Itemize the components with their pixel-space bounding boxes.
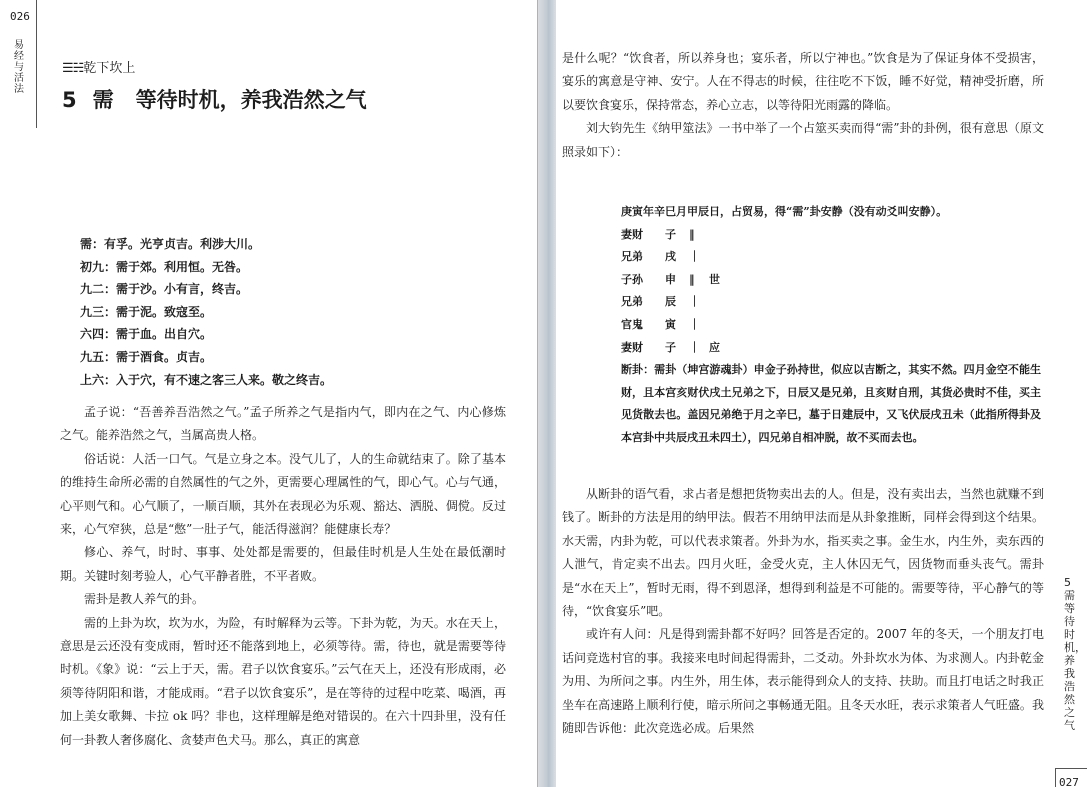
divider [1055, 768, 1087, 769]
paragraph: 刘大钧先生《纳甲筮法》一书中举了一个占筮买卖而得“需”卦的卦例，很有意思（原文照录如下）： [562, 121, 1044, 159]
body-text [60, 401, 506, 752]
chapter-title [62, 84, 367, 114]
yao-line: 子孙 申 ‖ 世 [621, 272, 720, 286]
divider [36, 0, 37, 128]
body-text [562, 47, 1044, 164]
paragraph: 是什么呢？“饮食者，所以养身也；宴乐者，所以宁神也。”饮食是为了保证身体不受损害，宴乐的寓意是守神、安宁。人在不得志的时候，往往吃不下饭，睡不好觉，精神受折磨，所以要饮食宴乐，保持常态，养心立志，以等待阳光雨露的降临。 [562, 51, 1044, 112]
classic-text [80, 233, 332, 391]
yao-line: 妻财 子 ｜ 应 [621, 340, 720, 354]
paragraph: 或许有人问：凡是得到需卦都不好吗？回答是否定的。2007 年的冬天，一个朋友打电话问竞选村官的事。我接来电时间起得需卦，二爻动。外卦坎水为体、为求测人。内卦乾金为用、为所问之事。内生外，用生体，表示能得到众人的支持、扶助。而且打电话之时我正坐车在高速路上顺利行使，暗示所问之事畅通无阻。且冬天水旺，表示求策者人气旺盛。我随即告诉他：此次竞选必成。后果然 [562, 627, 1044, 736]
classic-line: 九五：需于酒食。贞吉。 [80, 349, 213, 364]
paragraph: 孟子说：“吾善养吾浩然之气。”孟子所养之气是指内气，即内在之气、内心修炼之气。能养浩然之气，当属高贵人格。 [60, 405, 506, 443]
classic-line: 九三：需于泥。致寇至。 [80, 304, 213, 319]
quote-note: 断卦：需卦（坤宫游魂卦）申金子孙持世，似应以吉断之，其实不然。四月金空不能生财，且本宫亥财伏戌土兄弟之下，日辰又是兄弟，且亥财自刑，其货必贵时不佳，买主见货散去也。盖因兄弟绝于月之辛巳，墓于日建辰中，又飞伏辰戌丑未（此指所得卦及本宫卦中共辰戌丑未四土），四兄弟自相冲脱，故不买而去也。 [621, 363, 1041, 444]
paragraph: 需卦是教人养气的卦。 [84, 592, 205, 607]
divider [1055, 768, 1056, 787]
paragraph: 俗话说：人活一口气。气是立身之本。没气儿了，人的生命就结束了。除了基本的维持生命所必需的自然属性的气之外，更需要心理属性的气，即心气。心与气通，心平则气和。心气顺了，一顺百顺，其外在表现必为乐观、豁达、洒脱、倜傥。反过来，心气窄狭，总是“憋”一肚子气，能活得滋润？能健康长寿？ [60, 451, 506, 537]
yao-line: 妻财 子 ‖ [621, 227, 695, 241]
trigram-heading [62, 57, 135, 76]
trigram-label: 乾下坎上 [83, 61, 136, 76]
quoted-example [621, 201, 1041, 450]
classic-line: 九二：需于沙。小有言，终吉。 [80, 282, 249, 297]
chapter-title-text: 等待时机，养我浩然之气 [135, 88, 367, 112]
paragraph: 需的上卦为坎，坎为水，为险，有时解释为云等。下卦为乾，为天。水在天上，意思是云还没有变成雨，暂时还不能落到地上，必须等待。需，待也，就是需要等待时机。《象》说：“云上于天，需。君子以饮食宴乐。”云气在天上，还没有形成雨，必须等待阴阳和谐，才能成雨。“君子以饮食宴乐”，是在等待的过程中吃菜、喝酒，再加上美女歌舞、卡拉 ok 吗？非也，这样理解是绝对错误的。在六十四卦里，没有任何一卦教人奢侈腐化、贪婪声色犬马。那么，真正的寓意 [60, 615, 506, 747]
body-text [562, 483, 1044, 740]
page-gutter [537, 0, 557, 787]
classic-line: 初九：需于郊。利用恒。无咎。 [80, 259, 249, 274]
right-page [556, 0, 1091, 787]
running-head: 易经与活法 [14, 40, 24, 95]
trigram-icon: ☰☵ [62, 61, 84, 76]
chapter-gua: 需 [92, 88, 114, 112]
paragraph: 修心、养气，时时、事事、处处都是需要的，但最佳时机是人生处在最低潮时期。关键时刻考验人，心气平静者胜，不平者败。 [60, 545, 506, 583]
yao-line: 官鬼 寅 ｜ [621, 317, 700, 331]
running-head: 5 需 等待时机，养我浩然之气 [1064, 576, 1086, 732]
paragraph: 从断卦的语气看，求占者是想把货物卖出去的人。但是，没有卖出去，当然也就赚不到钱了。断卦的方法是用的纳甲法。假若不用纳甲法而是从卦象推断，同样会得到这个结果。水天需，内卦为乾，可以代表求策者。外卦为水，指买卖之事。金生水，内生外，卖东西的人泄气，肯定卖不出去。四月火旺，金受火克，主人休囚无气，因货物而垂头丧气。需卦是“水在天上”，暂时无雨，得不到恩泽，想得到利益是不可能的。需要等待，平心静气的等待，“饮食宴乐”吧。 [562, 487, 1044, 619]
classic-line: 六四：需于血。出自穴。 [80, 327, 213, 342]
classic-line: 上六：入于穴，有不速之客三人来。敬之终吉。 [80, 372, 333, 387]
page-number: 026 [10, 10, 30, 23]
yao-line: 兄弟 戌 ｜ [621, 250, 700, 264]
yao-line: 兄弟 辰 ｜ [621, 295, 700, 309]
page-number: 027 [1059, 776, 1079, 787]
left-page [0, 0, 537, 787]
chapter-number: 5 [62, 88, 77, 112]
classic-line: 需：有孚。光亨贞吉。利涉大川。 [80, 237, 261, 251]
quote-header: 庚寅年辛巳月甲辰日，占贸易，得“需”卦安静（没有动爻叫安静）。 [621, 205, 948, 218]
